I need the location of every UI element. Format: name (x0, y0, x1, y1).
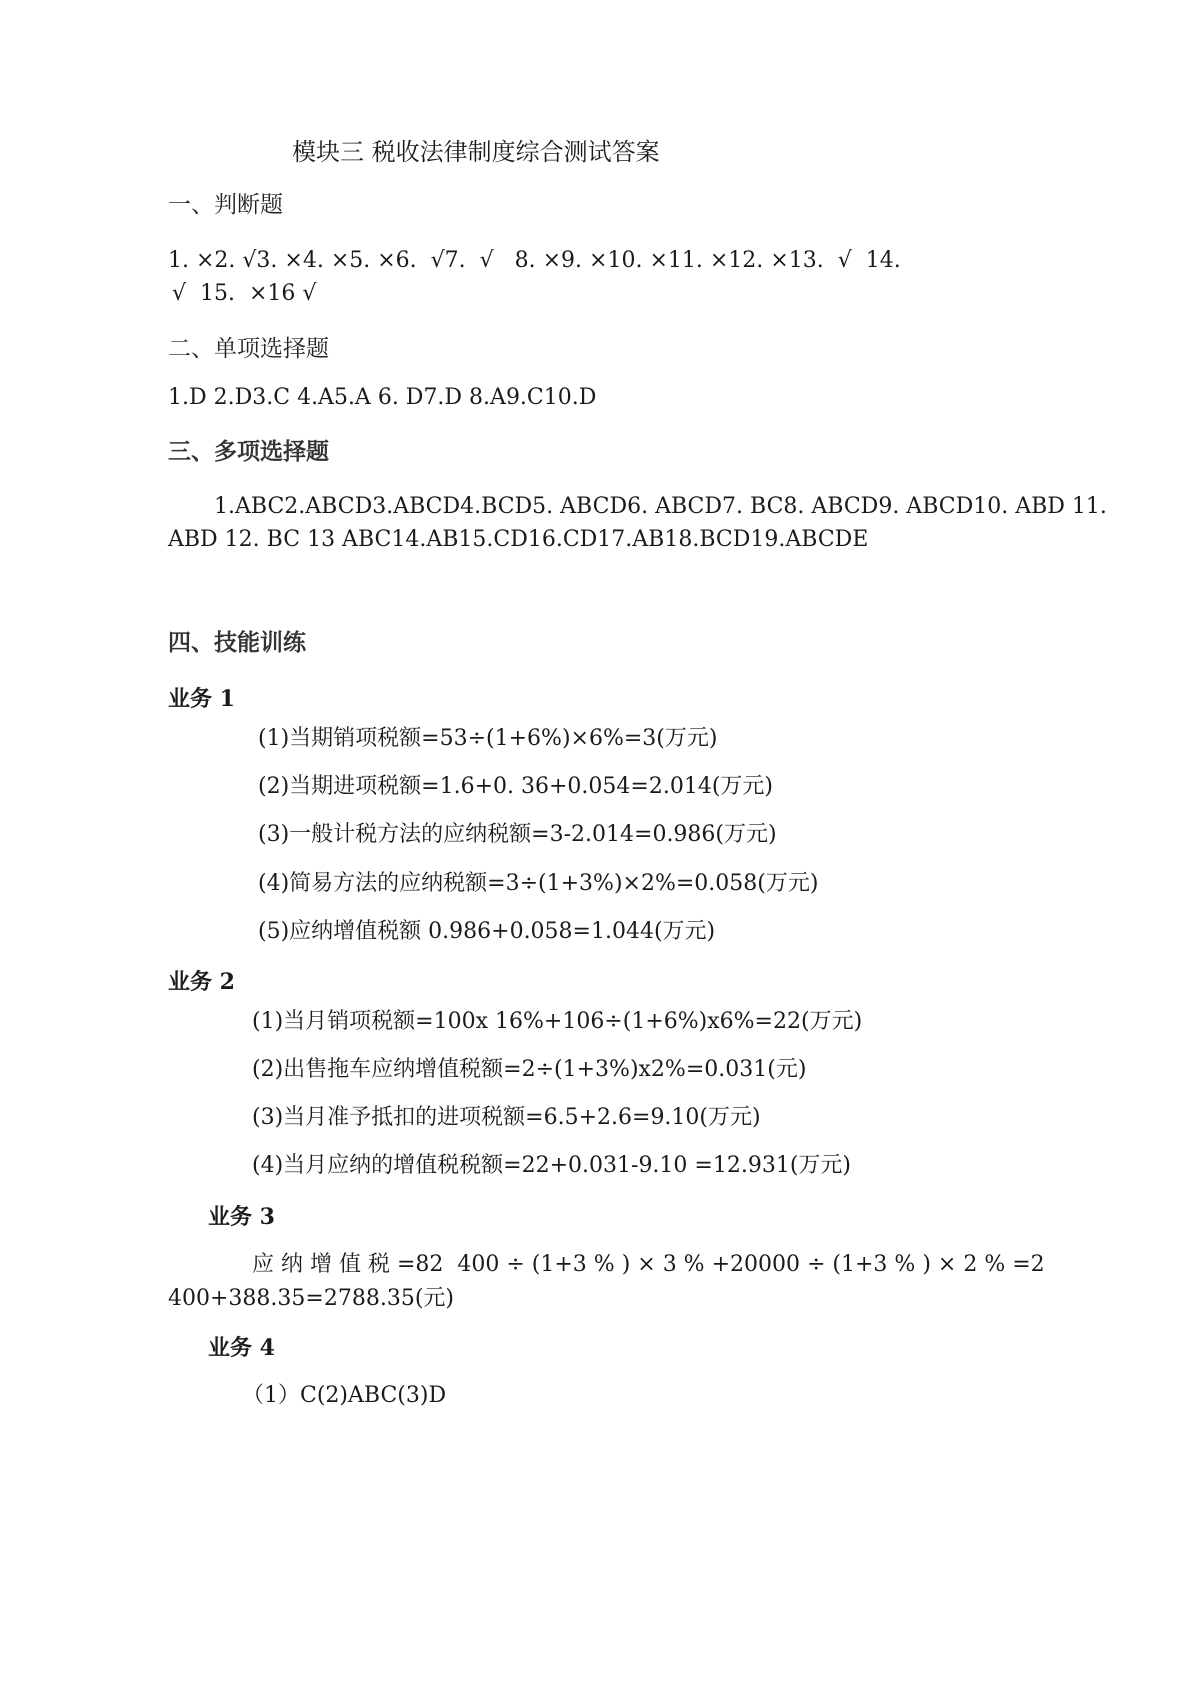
true-false-answers-line-2: √ 15. ×16 √ (172, 281, 317, 306)
task-3-heading: 业务 3 (208, 1204, 275, 1230)
task-1-item: (5)应纳增值税额 0.986+0.058=1.044(万元) (258, 919, 716, 944)
task-2-heading: 业务 2 (168, 969, 235, 995)
task-3-formula-line-1: 应 纳 增 值 税 =82 400 ÷ (1+3 % ) × 3 % +20000 ÷ (1+3 % ) × 2 % =2 (252, 1252, 1045, 1277)
task-1-item: (4)简易方法的应纳税额=3÷(1+3%)×2%=0.058(万元) (258, 871, 819, 896)
section-heading-skills-training: 四、技能训练 (168, 629, 306, 656)
single-choice-answers: 1.D 2.D3.C 4.A5.A 6. D7.D 8.A9.C10.D (168, 385, 597, 410)
task-2-item: (2)出售拖车应纳增值税额=2÷(1+3%)x2%=0.031(元) (252, 1057, 807, 1082)
task-2-item: (3)当月准予抵扣的进项税额=6.5+2.6=9.10(万元) (252, 1105, 761, 1130)
task-2-item: (4)当月应纳的增值税税额=22+0.031-9.10 =12.931(万元) (252, 1153, 851, 1178)
task-1-item: (3)一般计税方法的应纳税额=3-2.014=0.986(万元) (258, 822, 777, 847)
section-heading-true-false: 一、判断题 (168, 192, 283, 218)
task-4-answers: （1）C(2)ABC(3)D (242, 1383, 447, 1408)
multiple-choice-answers-line-1: 1.ABC2.ABCD3.ABCD4.BCD5. ABCD6. ABCD7. BC8. ABCD9. ABCD10. ABD 11. (214, 494, 1107, 519)
page-title: 模块三 税收法律制度综合测试答案 (292, 138, 660, 166)
task-3-formula-line-2: 400+388.35=2788.35(元) (168, 1286, 454, 1311)
task-1-item: (2)当期进项税额=1.6+0. 36+0.054=2.014(万元) (258, 774, 773, 799)
true-false-answers-line-1: 1. ×2. √3. ×4. ×5. ×6. √7. √ 8. ×9. ×10. ×11. ×12. ×13. √ 14. (168, 248, 901, 273)
section-heading-single-choice: 二、单项选择题 (168, 336, 329, 362)
multiple-choice-answers-line-2: ABD 12. BC 13 ABC14.AB15.CD16.CD17.AB18.BCD19.ABCDE (168, 527, 869, 552)
task-4-heading: 业务 4 (208, 1335, 275, 1361)
task-1-item: (1)当期销项税额=53÷(1+6%)×6%=3(万元) (258, 726, 718, 751)
section-heading-multiple-choice: 三、多项选择题 (168, 438, 329, 465)
task-2-item: (1)当月销项税额=100x 16%+106÷(1+6%)x6%=22(万元) (252, 1009, 863, 1034)
task-1-heading: 业务 1 (168, 686, 235, 712)
